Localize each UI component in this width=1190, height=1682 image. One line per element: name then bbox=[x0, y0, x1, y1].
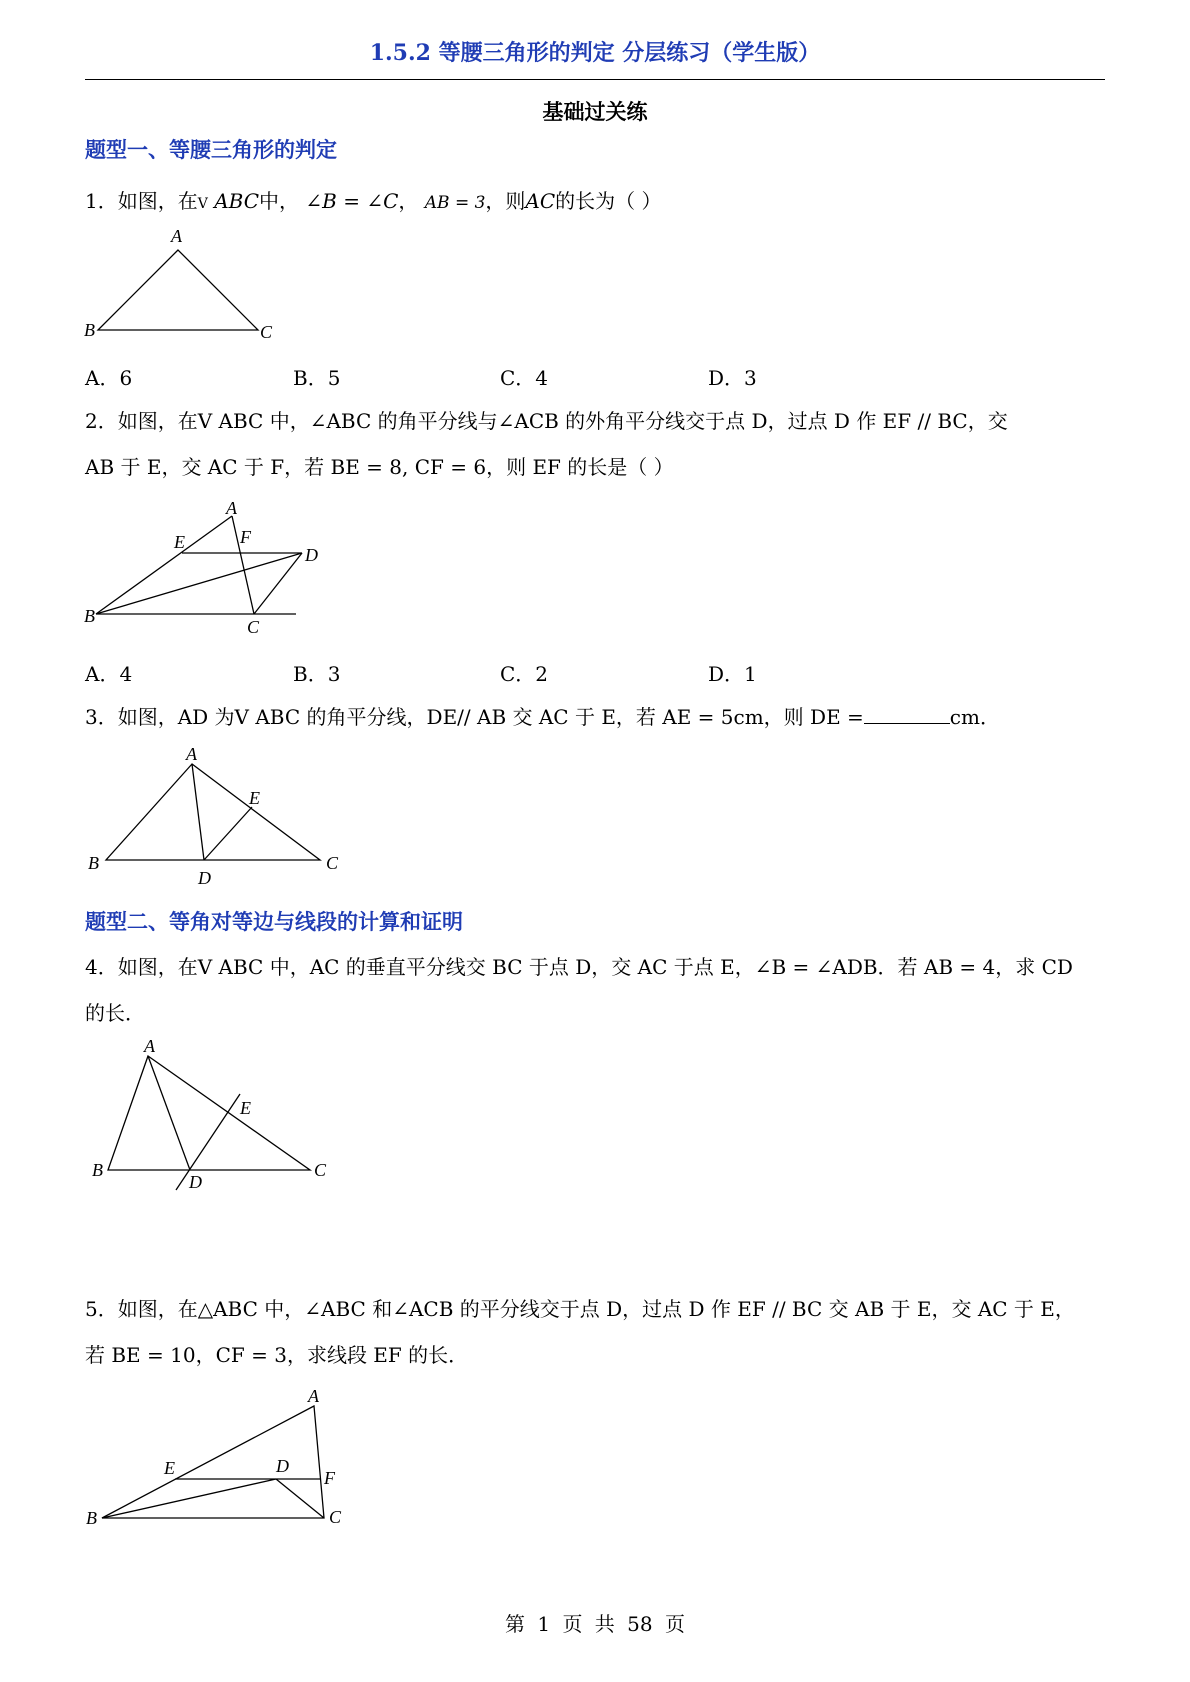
document-title: 1.5.2 等腰三角形的判定 分层练习（学生版） bbox=[369, 40, 821, 66]
q1-option-d: D．3 bbox=[708, 366, 757, 390]
q3-line-ad bbox=[192, 764, 204, 860]
q5-label-f: F bbox=[324, 1468, 335, 1488]
q1-label-b: B bbox=[84, 320, 95, 340]
q3-label-c: C bbox=[326, 853, 339, 873]
q3-answer-blank[interactable] bbox=[864, 703, 950, 724]
q2-option-b: B．3 bbox=[293, 662, 341, 686]
q1-stem: 1．如图，在 bbox=[85, 189, 198, 213]
q1-ac: AC bbox=[525, 189, 556, 213]
q2-label-e: E bbox=[174, 532, 185, 552]
q5-label-b: B bbox=[86, 1508, 97, 1528]
question-5-line-1: 5．如图，在△ABC 中，∠ABC 和∠ACB 的平分线交于点 D，过点 D 作 EF // BC 交 AB 于 E，交 AC 于 E， bbox=[85, 1297, 1075, 1321]
q1-label-a: A bbox=[171, 226, 182, 246]
q1-tail2: 的长为（ ） bbox=[555, 189, 662, 213]
q1-cond1: ∠B = ∠C bbox=[305, 189, 399, 213]
type2-heading: 题型二、等角对等边与线段的计算和证明 bbox=[85, 909, 463, 934]
q4-line-perpendicular-bisector bbox=[176, 1094, 240, 1190]
q2-option-c: C．2 bbox=[500, 662, 549, 686]
q4-label-a: A bbox=[144, 1036, 155, 1056]
page-footer: 第 1 页 共 58 页 bbox=[505, 1612, 685, 1636]
q4-line-ad bbox=[148, 1056, 190, 1170]
q3-figure bbox=[80, 742, 360, 892]
q2-line-cd bbox=[254, 553, 302, 614]
question-4-line-1: 4．如图，在V ABC 中，AC 的垂直平分线交 BC 于点 D，交 AC 于点 E，∠B = ∠ADB．若 AB = 4，求 CD bbox=[85, 955, 1073, 979]
q5-line-bd bbox=[102, 1479, 276, 1518]
q4-label-b: B bbox=[92, 1160, 103, 1180]
q3-label-a: A bbox=[186, 744, 197, 764]
q1-option-b: B．5 bbox=[293, 366, 341, 390]
q1-tail1: ，则 bbox=[485, 189, 526, 213]
q2-label-a: A bbox=[226, 498, 237, 518]
q3-text: 3．如图，AD 为V ABC 的角平分线，DE// AB 交 AC 于 E，若 AE = 5cm，则 DE = bbox=[85, 705, 864, 729]
q4-label-c: C bbox=[314, 1160, 327, 1180]
q2-option-d: D．1 bbox=[708, 662, 757, 686]
q2-label-f: F bbox=[240, 527, 251, 547]
q3-label-b: B bbox=[88, 853, 99, 873]
q1-triangle-symbol: V bbox=[197, 196, 208, 212]
q1-label-c: C bbox=[260, 322, 273, 342]
q4-label-d: D bbox=[189, 1172, 202, 1192]
section-title: 基础过关练 bbox=[542, 99, 648, 124]
q1-triangle bbox=[98, 250, 258, 330]
q1-option-a: A．6 bbox=[85, 366, 133, 390]
q3-label-d: D bbox=[198, 868, 211, 888]
q4-label-e: E bbox=[240, 1098, 251, 1118]
question-1 bbox=[85, 178, 1107, 227]
q2-line-ab bbox=[96, 516, 232, 614]
header-rule bbox=[85, 79, 1105, 80]
q5-label-e: E bbox=[164, 1458, 175, 1478]
q5-label-d: D bbox=[276, 1456, 289, 1476]
q4-figure bbox=[80, 1036, 340, 1196]
type1-heading: 题型一、等腰三角形的判定 bbox=[85, 137, 337, 162]
question-3 bbox=[85, 694, 1107, 740]
q5-line-dc bbox=[276, 1479, 324, 1518]
q2-line-bd bbox=[96, 553, 302, 614]
q4-triangle bbox=[108, 1056, 310, 1170]
q1-abc: ABC bbox=[214, 189, 260, 213]
q1-option-c: C．4 bbox=[500, 366, 549, 390]
q5-label-a: A bbox=[308, 1386, 319, 1406]
q5-triangle bbox=[102, 1406, 324, 1518]
q2-label-d: D bbox=[305, 545, 318, 565]
q3-triangle bbox=[106, 764, 320, 860]
q1-figure bbox=[80, 222, 300, 342]
q3-label-e: E bbox=[249, 788, 260, 808]
q3-line-de bbox=[204, 807, 252, 860]
q1-cond2: AB = 3 bbox=[424, 193, 486, 213]
q2-label-b: B bbox=[84, 606, 95, 626]
q1-sep: ， bbox=[398, 189, 419, 213]
q5-figure bbox=[80, 1384, 360, 1534]
question-4-line-2: 的长． bbox=[85, 1001, 145, 1025]
q2-figure bbox=[80, 498, 320, 638]
question-5-line-2: 若 BE = 10，CF = 3，求线段 EF 的长． bbox=[85, 1343, 469, 1367]
q1-mid: 中， bbox=[259, 189, 300, 213]
question-2-line-2: AB 于 E，交 AC 于 F，若 BE = 8, CF = 6，则 EF 的长是（ ） bbox=[85, 455, 674, 479]
q5-label-c: C bbox=[329, 1507, 342, 1527]
q3-unit: cm． bbox=[949, 705, 1000, 729]
q2-label-c: C bbox=[247, 617, 260, 637]
q2-option-a: A．4 bbox=[85, 662, 133, 686]
question-2-line-1: 2．如图，在V ABC 中，∠ABC 的角平分线与∠ACB 的外角平分线交于点 D，过点 D 作 EF // BC，交 bbox=[85, 409, 1008, 433]
